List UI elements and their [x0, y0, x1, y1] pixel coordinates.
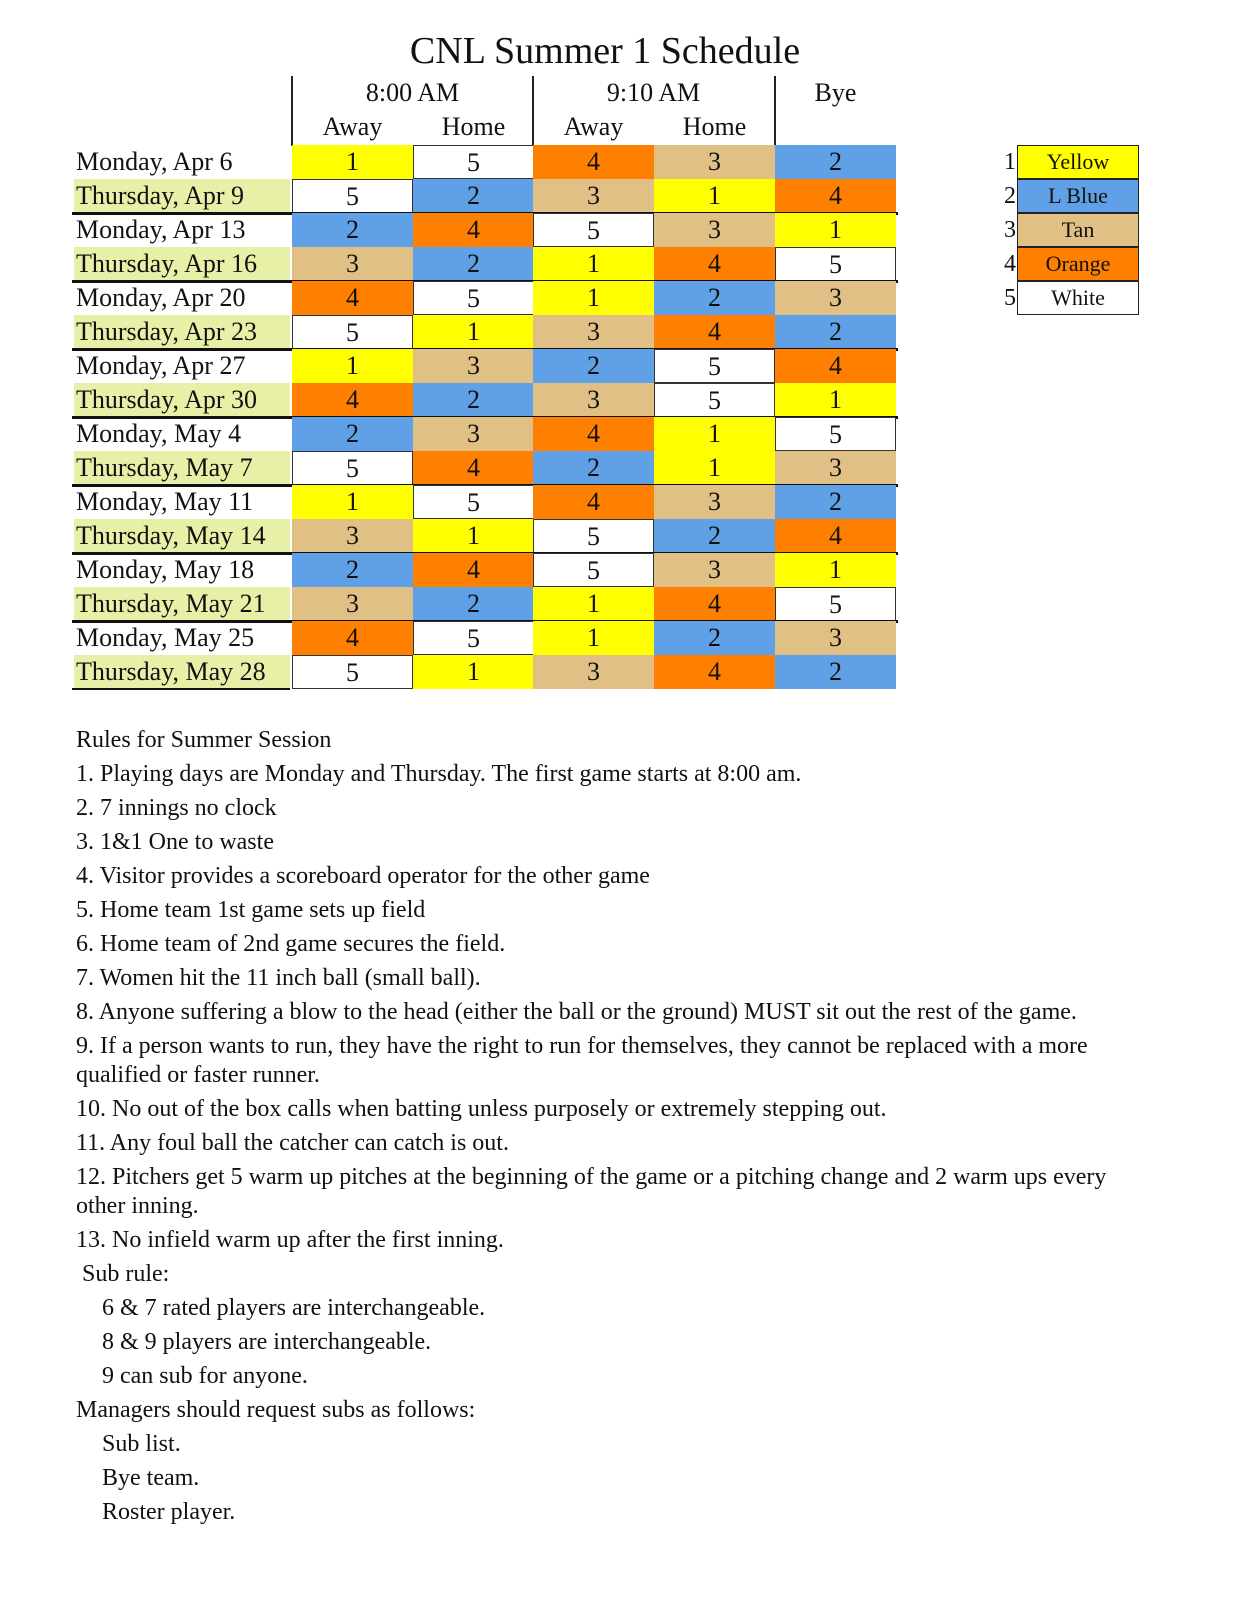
rules-heading: Rules for Summer Session	[76, 727, 332, 753]
cell-home-910am: 3	[654, 485, 775, 519]
row-date: Monday, Apr 6	[76, 147, 233, 176]
cell-home-910am: 3	[654, 213, 775, 247]
sub-rule-heading: Sub rule:	[82, 1261, 170, 1287]
cell-home-910am: 4	[654, 247, 775, 281]
cell-home-910am: 4	[654, 315, 775, 349]
row-date: Thursday, Apr 9	[74, 179, 290, 213]
rule-item: 7. Women hit the 11 inch ball (small ball).	[76, 965, 481, 991]
rule-item: 1. Playing days are Monday and Thursday. The first game starts at 8:00 am.	[76, 761, 802, 787]
rule-item: 4. Visitor provides a scoreboard operator for the other game	[76, 863, 650, 889]
cell-bye: 5	[775, 587, 896, 621]
cell-away-8am: 4	[292, 281, 413, 315]
cell-away-8am: 3	[292, 519, 413, 553]
row-date: Thursday, May 14	[74, 519, 290, 553]
row-date: Monday, May 11	[76, 487, 254, 516]
cell-home-8am: 2	[413, 383, 534, 417]
cell-away-910am: 1	[533, 587, 654, 621]
cell-away-910am: 1	[533, 247, 654, 281]
cell-away-8am: 3	[292, 247, 413, 281]
page-title: CNL Summer 1 Schedule	[409, 30, 801, 72]
cell-home-8am: 1	[413, 655, 534, 689]
cell-bye: 3	[775, 451, 896, 485]
cell-away-910am: 3	[533, 315, 654, 349]
cell-away-910am: 2	[533, 451, 654, 485]
cell-home-910am: 4	[654, 655, 775, 689]
cell-bye: 1	[775, 213, 896, 247]
cell-away-910am: 5	[533, 519, 654, 553]
cell-home-8am: 3	[413, 417, 534, 451]
cell-home-910am: 5	[654, 349, 775, 383]
manager-sub-order-item: Roster player.	[102, 1499, 236, 1525]
rule-item: 13. No infield warm up after the first inning.	[76, 1227, 504, 1253]
cell-home-8am: 1	[413, 519, 534, 553]
legend-color-orange: Orange	[1017, 247, 1139, 281]
row-date: Monday, May 25	[76, 623, 255, 652]
cell-bye: 5	[775, 417, 896, 451]
cell-away-8am: 5	[292, 451, 413, 485]
cell-away-8am: 1	[292, 145, 413, 179]
rule-item: 2. 7 innings no clock	[76, 795, 277, 821]
cell-home-8am: 4	[413, 553, 534, 587]
cell-bye: 4	[775, 519, 896, 553]
cell-away-8am: 4	[292, 621, 413, 655]
cell-away-8am: 3	[292, 587, 413, 621]
header-bye: Bye	[814, 78, 857, 107]
cell-home-8am: 4	[413, 213, 534, 247]
cell-away-910am: 3	[533, 179, 654, 213]
cell-away-8am: 4	[292, 383, 413, 417]
legend-color-yellow: Yellow	[1017, 145, 1139, 179]
legend-number: 5	[1004, 285, 1016, 311]
cell-away-8am: 2	[292, 213, 413, 247]
legend-number: 3	[1004, 217, 1016, 243]
sub-rule-item: 9 can sub for anyone.	[102, 1363, 308, 1389]
cell-home-910am: 1	[654, 417, 775, 451]
row-date: Thursday, Apr 16	[74, 247, 290, 281]
rule-item: 9. If a person wants to run, they have the right to run for themselves, they cannot be replaced with a more qualified or faster runner.	[76, 1033, 1088, 1088]
cell-away-8am: 1	[292, 349, 413, 383]
rules-section	[76, 726, 1136, 1532]
cell-home-8am: 2	[413, 179, 534, 213]
legend-color-white: White	[1017, 281, 1139, 315]
cell-home-8am: 1	[413, 315, 534, 349]
rule-item: 8. Anyone suffering a blow to the head (either the ball or the ground) MUST sit out the rest of the game.	[76, 999, 1077, 1025]
cell-away-8am: 5	[292, 179, 413, 213]
cell-home-8am: 2	[413, 587, 534, 621]
sub-rule-item: 8 & 9 players are interchangeable.	[102, 1329, 432, 1355]
legend-color-tan: Tan	[1017, 213, 1139, 247]
row-date: Monday, Apr 27	[76, 351, 246, 380]
cell-bye: 5	[775, 247, 896, 281]
cell-home-910am: 2	[654, 519, 775, 553]
cell-bye: 2	[775, 145, 896, 179]
cell-home-910am: 3	[654, 145, 775, 179]
cell-home-910am: 4	[654, 587, 775, 621]
manager-sub-order-item: Bye team.	[102, 1465, 200, 1491]
cell-home-910am: 5	[654, 383, 775, 417]
legend-number: 1	[1004, 149, 1016, 175]
rule-item: 10. No out of the box calls when batting unless purposely or extremely stepping out.	[76, 1096, 887, 1122]
cell-bye: 1	[775, 553, 896, 587]
rule-item: 3. 1&1 One to waste	[76, 829, 274, 855]
cell-home-910am: 2	[654, 621, 775, 655]
cell-away-910am: 1	[533, 281, 654, 315]
row-date: Thursday, May 7	[74, 451, 290, 485]
cell-bye: 3	[775, 621, 896, 655]
row-date: Thursday, Apr 23	[74, 315, 290, 349]
cell-bye: 2	[775, 315, 896, 349]
cell-bye: 1	[775, 383, 896, 417]
row-date: Thursday, Apr 30	[74, 383, 290, 417]
cell-home-910am: 2	[654, 281, 775, 315]
cell-away-8am: 5	[292, 315, 413, 349]
managers-heading: Managers should request subs as follows:	[76, 1397, 476, 1423]
cell-bye: 3	[775, 281, 896, 315]
cell-home-8am: 4	[413, 451, 534, 485]
cell-away-910am: 4	[533, 145, 654, 179]
cell-home-910am: 1	[654, 179, 775, 213]
cell-home-8am: 3	[413, 349, 534, 383]
row-date: Monday, Apr 13	[76, 215, 246, 244]
header-slot-1: 8:00 AM	[365, 78, 460, 107]
header-slot-2: 9:10 AM	[606, 78, 701, 107]
cell-home-8am: 5	[413, 145, 534, 179]
cell-home-8am: 5	[413, 485, 534, 519]
cell-bye: 2	[775, 485, 896, 519]
rule-item: 11. Any foul ball the catcher can catch is out.	[76, 1130, 509, 1156]
cell-home-8am: 5	[413, 281, 534, 315]
cell-bye: 2	[775, 655, 896, 689]
header-home-1: Home	[441, 112, 506, 141]
header-away-2: Away	[563, 112, 624, 141]
cell-away-910am: 2	[533, 349, 654, 383]
row-date: Thursday, May 28	[74, 655, 290, 689]
cell-away-8am: 2	[292, 417, 413, 451]
cell-bye: 4	[775, 179, 896, 213]
cell-away-910am: 4	[533, 417, 654, 451]
legend-number: 4	[1004, 251, 1016, 277]
cell-home-8am: 2	[413, 247, 534, 281]
cell-away-910am: 5	[533, 213, 654, 247]
table-bottom-line	[72, 688, 290, 690]
rule-item: 6. Home team of 2nd game secures the field.	[76, 931, 506, 957]
cell-bye: 4	[775, 349, 896, 383]
cell-away-8am: 1	[292, 485, 413, 519]
header-away-1: Away	[322, 112, 383, 141]
row-date: Monday, May 4	[76, 419, 242, 448]
cell-home-8am: 5	[413, 621, 534, 655]
sub-rule-item: 6 & 7 rated players are interchangeable.	[102, 1295, 486, 1321]
cell-home-910am: 3	[654, 553, 775, 587]
row-date: Monday, Apr 20	[76, 283, 246, 312]
row-date: Thursday, May 21	[74, 587, 290, 621]
cell-away-910am: 4	[533, 485, 654, 519]
header-home-2: Home	[682, 112, 747, 141]
cell-away-8am: 5	[292, 655, 413, 689]
rule-item: 5. Home team 1st game sets up field	[76, 897, 426, 923]
cell-away-910am: 3	[533, 383, 654, 417]
row-date: Monday, May 18	[76, 555, 255, 584]
rule-item: 12. Pitchers get 5 warm up pitches at the beginning of the game or a pitching change and 2 warm ups every other inning.	[76, 1164, 1107, 1219]
cell-away-8am: 2	[292, 553, 413, 587]
cell-home-910am: 1	[654, 451, 775, 485]
manager-sub-order-item: Sub list.	[102, 1431, 181, 1457]
cell-away-910am: 1	[533, 621, 654, 655]
cell-away-910am: 3	[533, 655, 654, 689]
legend-color-l-blue: L Blue	[1017, 179, 1139, 213]
cell-away-910am: 5	[533, 553, 654, 587]
legend-number: 2	[1004, 183, 1016, 209]
